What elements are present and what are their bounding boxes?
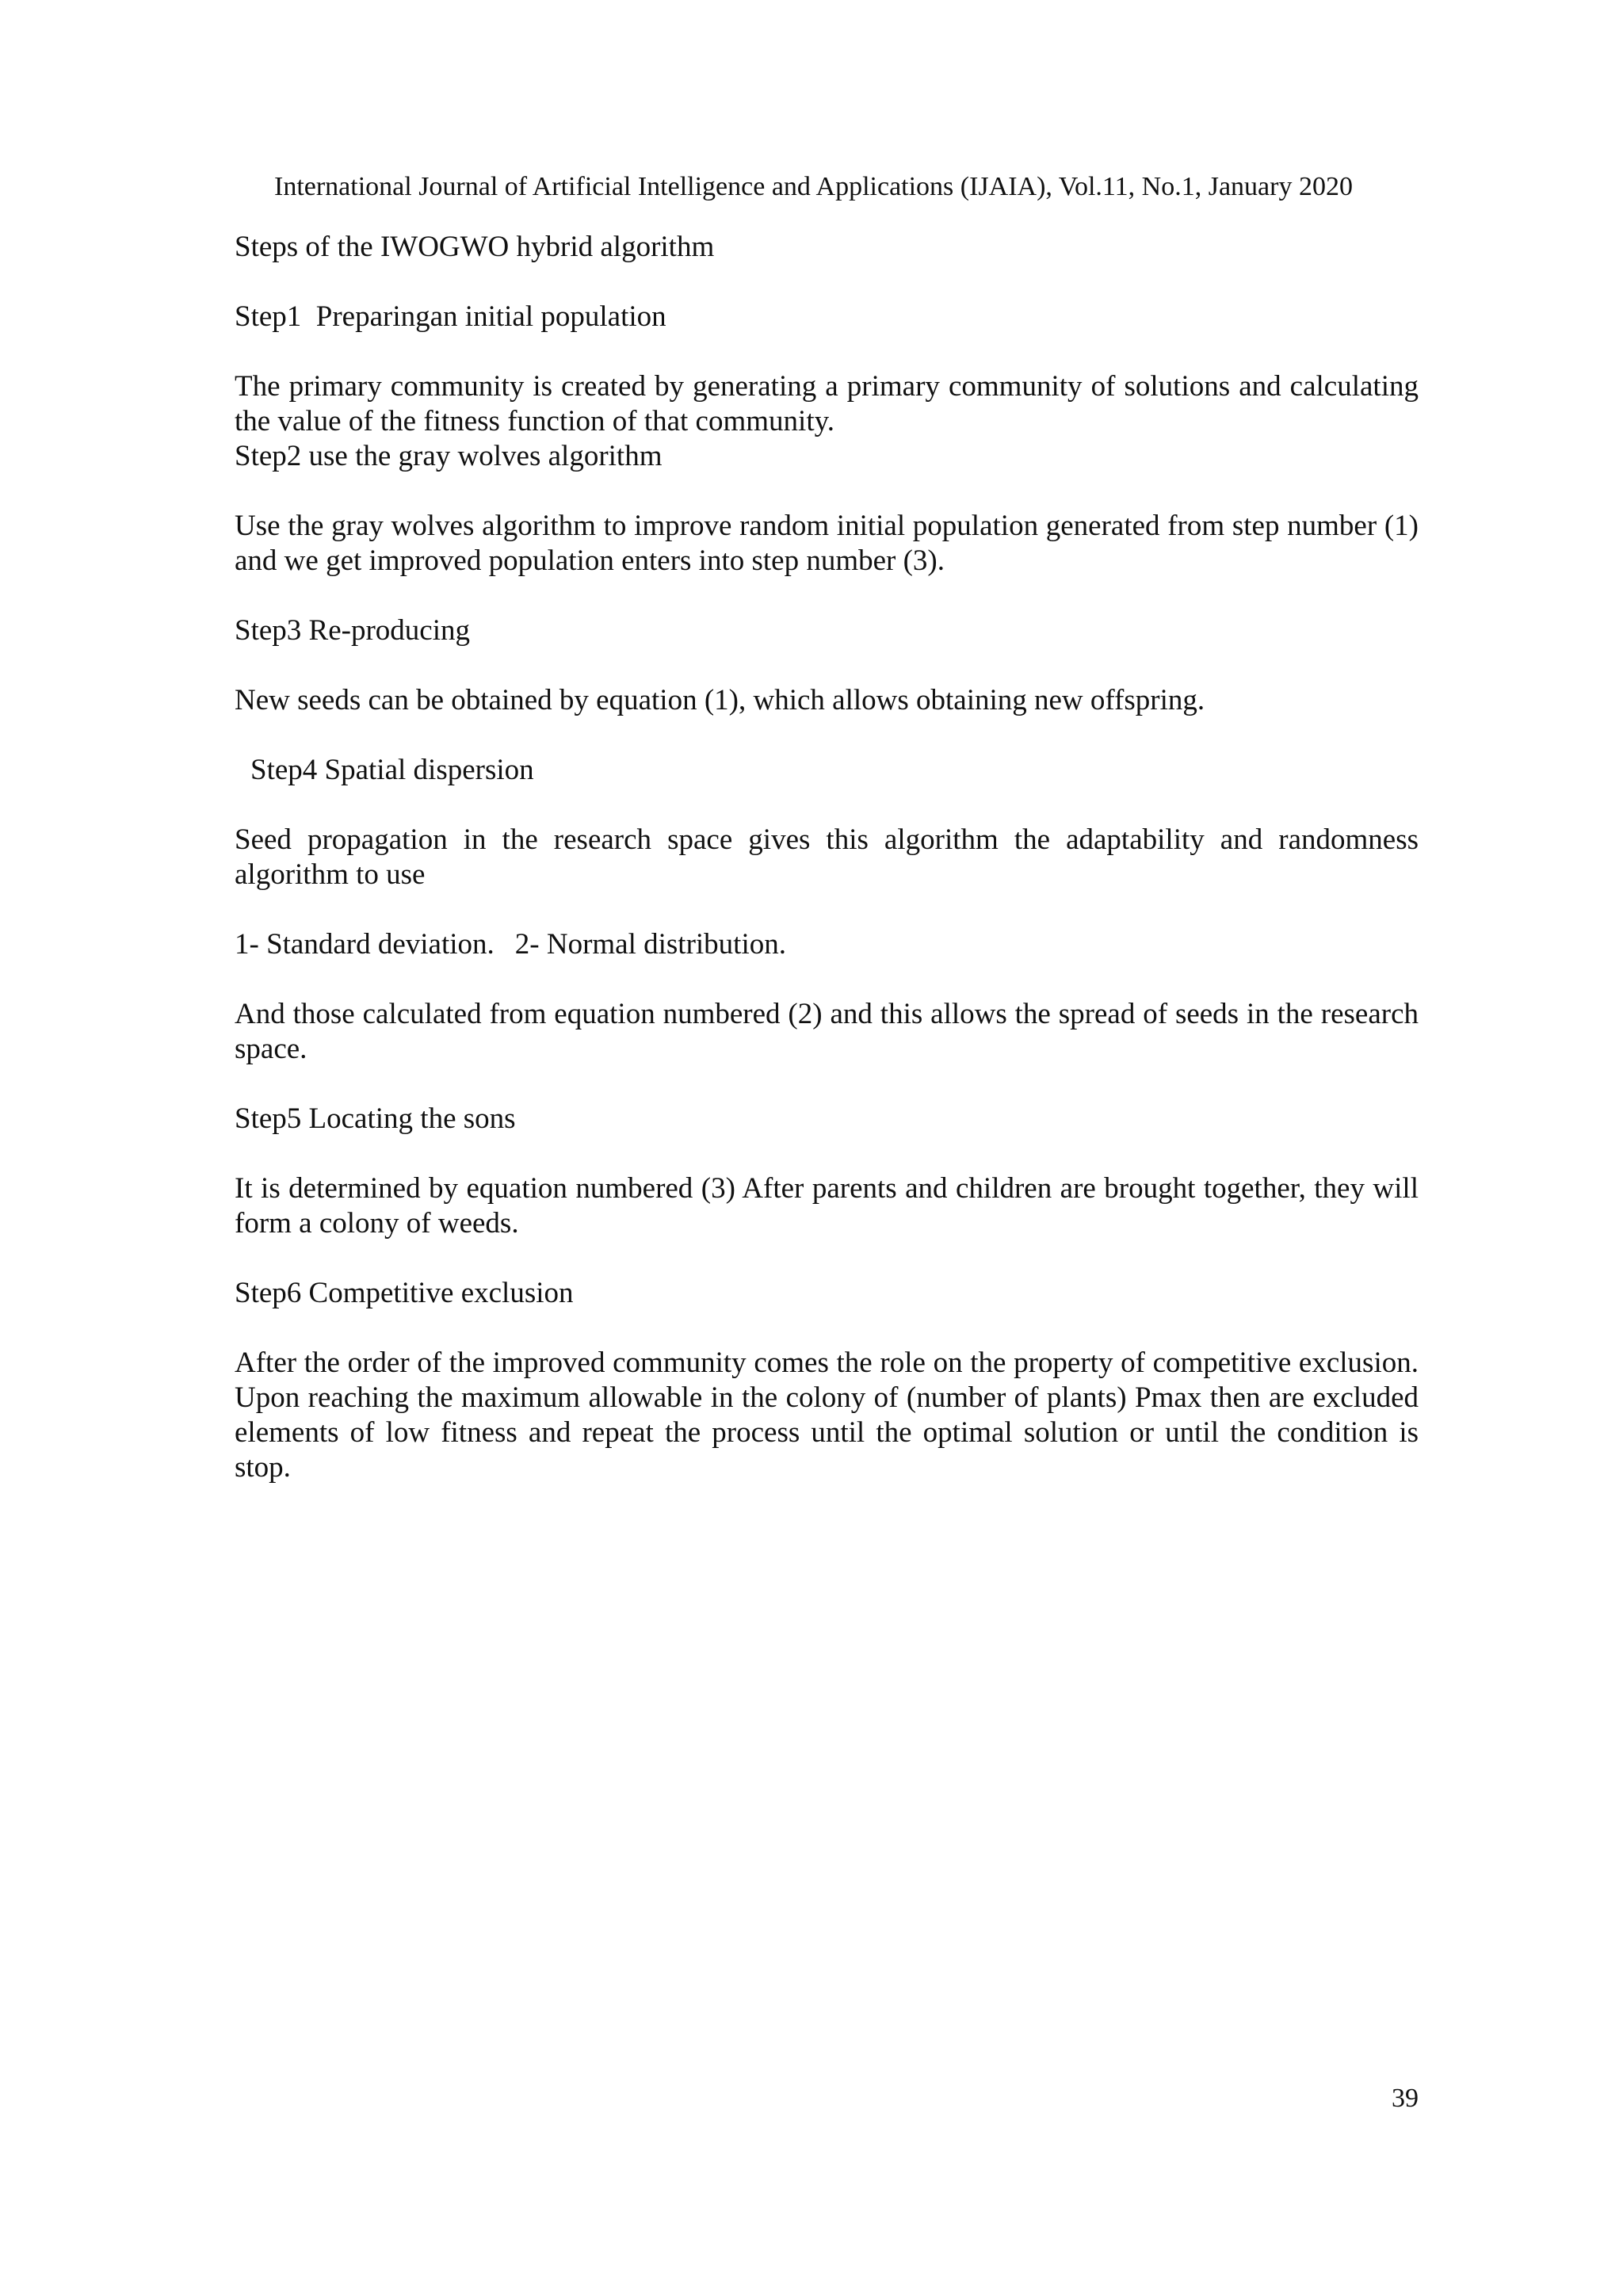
step2-text: Use the gray wolves algorithm to improve random initial population generated from step number (1) and we get improved population enters into step number (3). [235,510,1419,577]
step4-text: Seed propagation in the research space gives this algorithm the adaptability and randomness algorithm to use [235,823,1419,891]
step4-heading: Step4 Spatial dispersion [250,754,534,786]
running-header: International Journal of Artificial Intelligence and Applications (IJAIA), Vol.11, No.1, January 2020 [274,172,1353,201]
section-title: Steps of the IWOGWO hybrid algorithm [235,231,715,263]
list-item-normal-distribution: 2- Normal distribution. [514,928,786,961]
page-number: 39 [1392,2084,1419,2113]
step2-heading: Step2 use the gray wolves algorithm [235,440,663,472]
main-content [235,230,1419,1520]
step6-text: After the order of the improved community comes the role on the property of competitive exclusion. Upon reaching the maximum allowable in the colony of (number of plants) Pmax then are excluded elements of low fitness and repeat the process until the optimal solution or until the condition is stop. [235,1347,1419,1484]
step1-heading: Step1 Preparingan initial population [235,300,666,333]
step4-list [235,927,1419,962]
list-item-standard-deviation: 1- Standard deviation. [235,928,495,961]
step1-text: The primary community is created by generating a primary community of solutions and calculating the value of the fitness function of that community. [235,370,1419,437]
step3-heading: Step3 Re-producing [235,614,470,647]
step5-text: It is determined by equation numbered (3) After parents and children are brought together, they will form a colony of weeds. [235,1172,1419,1240]
step5-heading: Step5 Locating the sons [235,1102,516,1135]
step4-text2: And those calculated from equation numbered (2) and this allows the spread of seeds in the research space. [235,998,1419,1065]
step3-text: New seeds can be obtained by equation (1), which allows obtaining new offspring. [235,684,1205,716]
step6-heading: Step6 Competitive exclusion [235,1277,574,1309]
